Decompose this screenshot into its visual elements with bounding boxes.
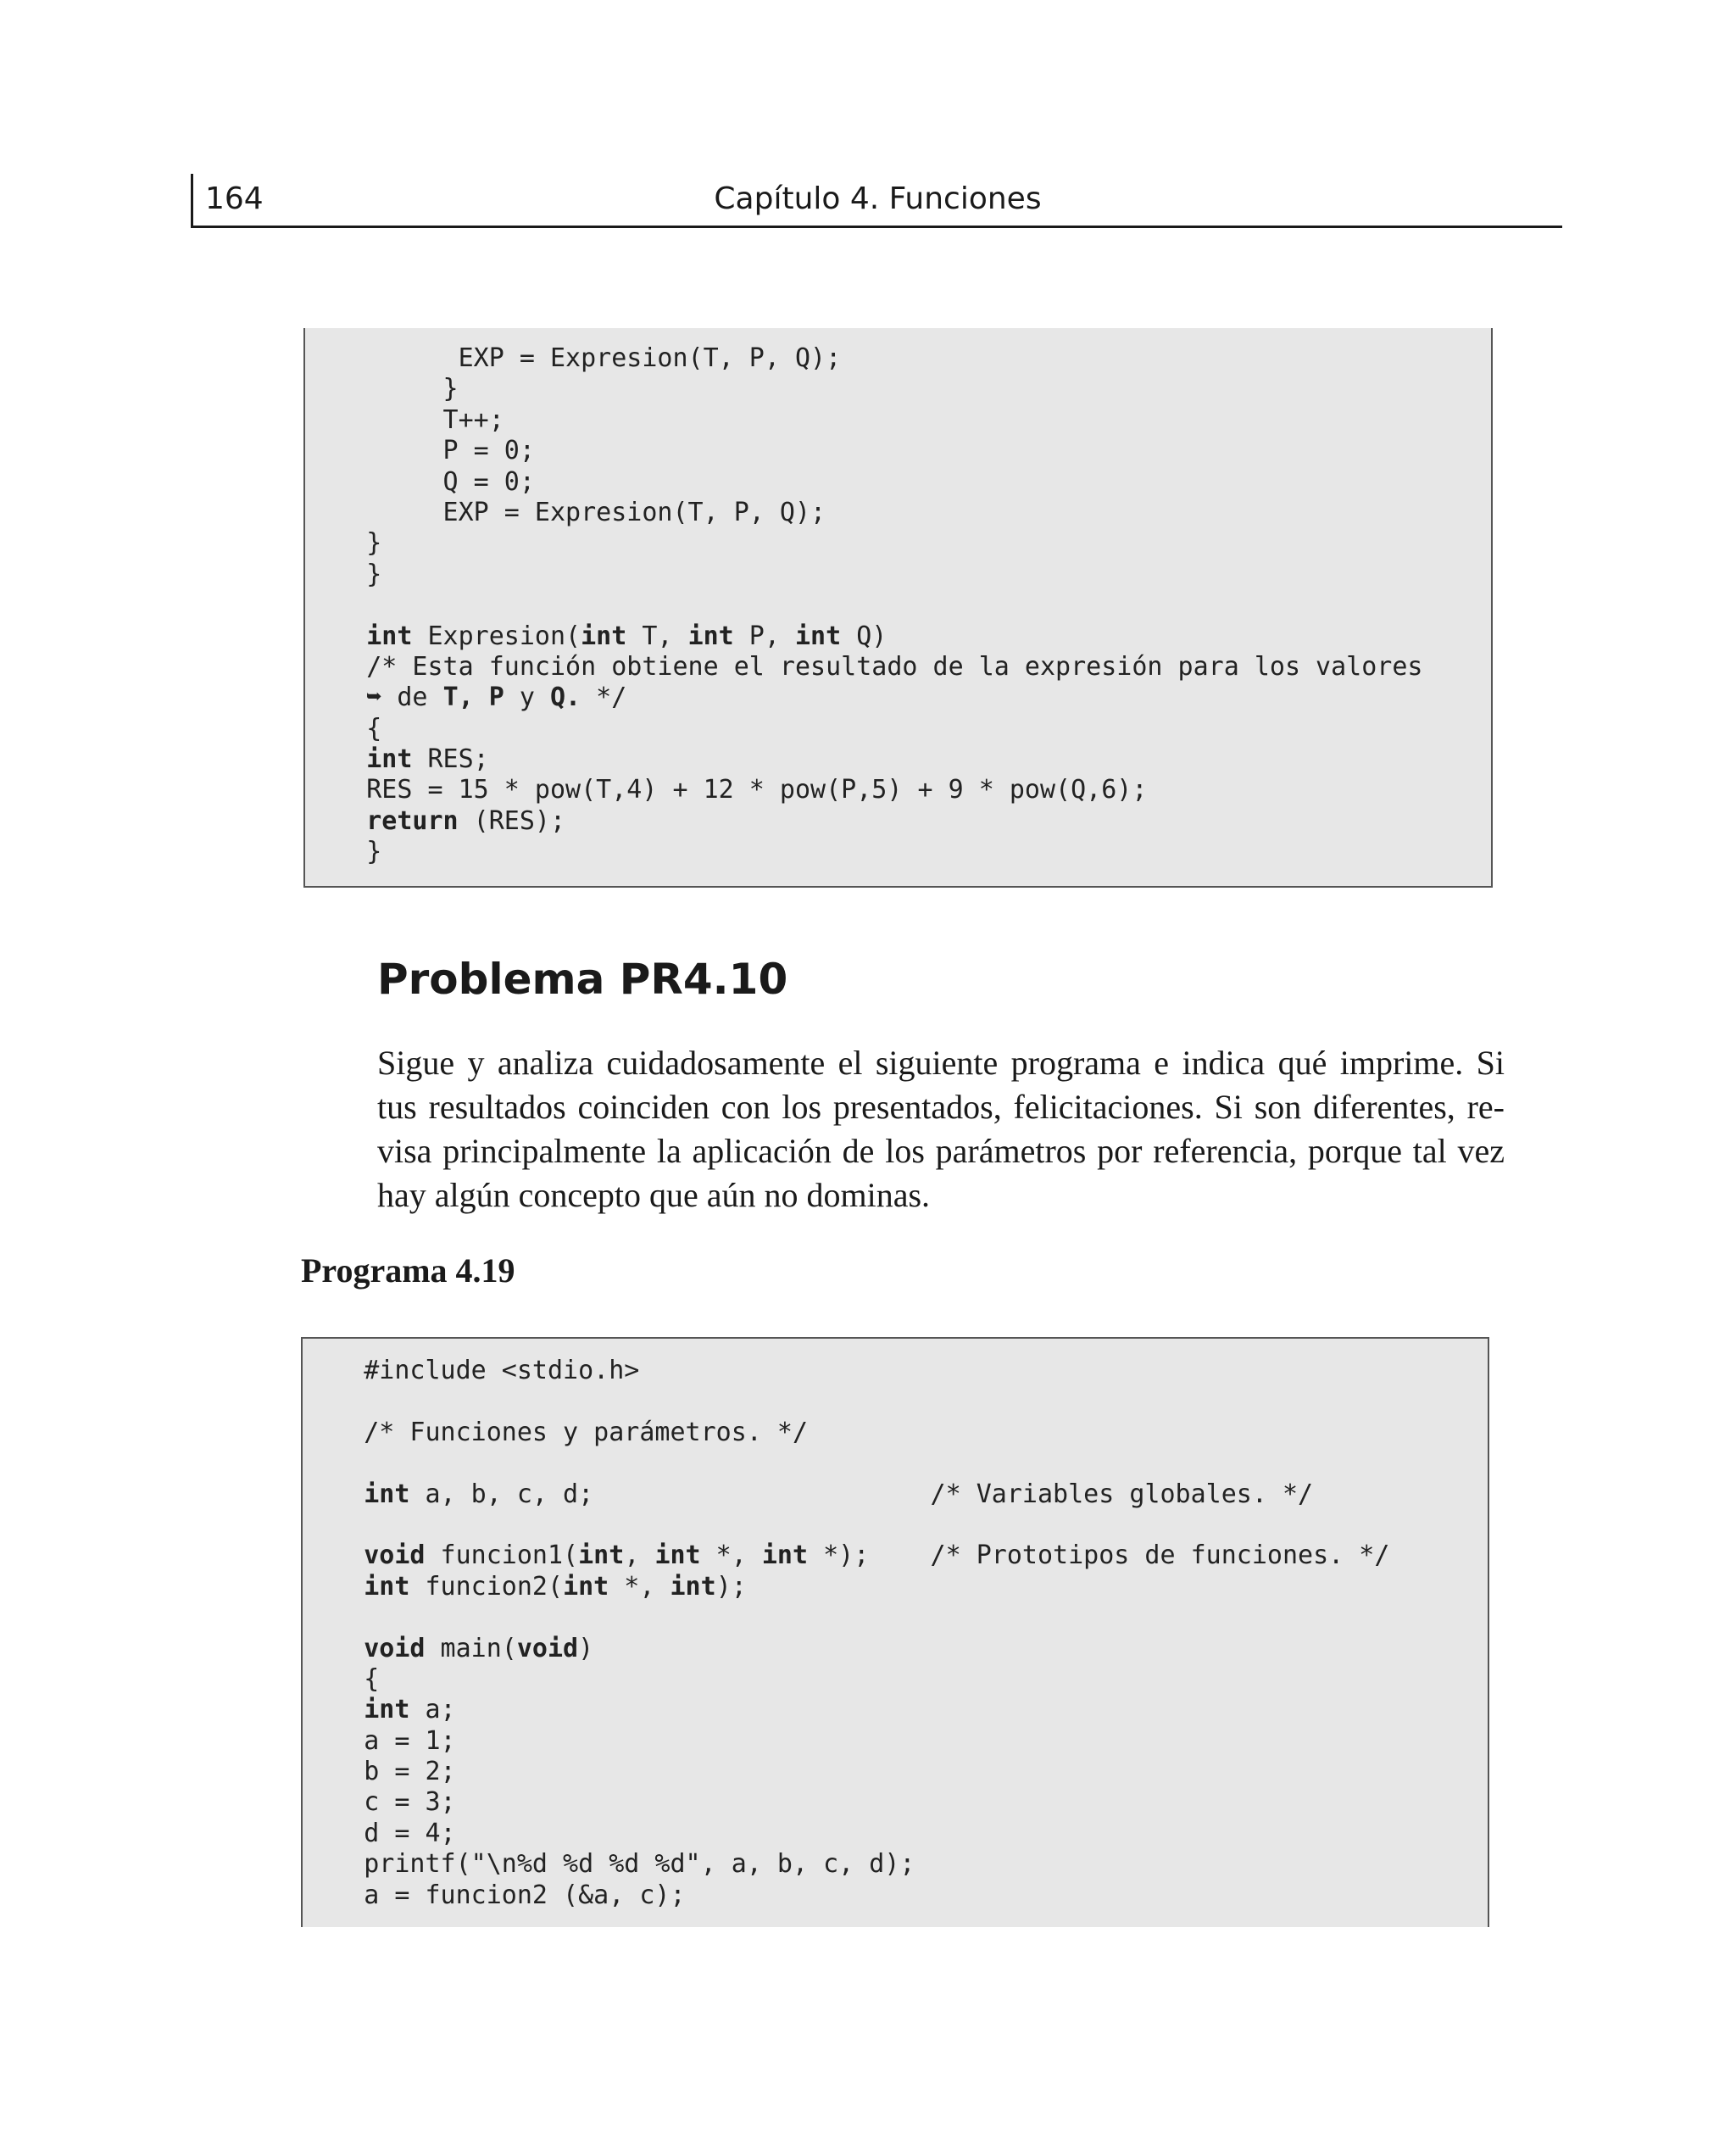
code-line <box>303 1448 1389 1479</box>
code-block-program-4-19 <box>301 1337 1489 1927</box>
code-line <box>303 1726 1389 1757</box>
code-line <box>305 806 1423 837</box>
code-text <box>303 1540 364 1570</box>
code-text <box>303 1634 364 1663</box>
body-line: visa principalmente la aplicación de los parámetros por referencia, porque tal vez <box>377 1132 1505 1170</box>
code-line <box>303 1849 1389 1880</box>
code-text: /* Esta función obtiene el resultado de la expresión para los valores <box>305 651 1423 682</box>
code-line <box>303 1757 1389 1787</box>
code-line <box>305 560 1423 590</box>
code-text: ); <box>715 1571 747 1602</box>
code-text: ) <box>578 1633 594 1663</box>
code-keyword: return <box>366 805 459 836</box>
code-text: #include <stdio.h> <box>303 1356 640 1385</box>
code-line <box>303 1479 1389 1510</box>
code-keyword: int <box>364 1479 410 1509</box>
code-line <box>303 1787 1389 1818</box>
code-line <box>305 714 1423 744</box>
code-line <box>305 775 1423 805</box>
code-lines <box>303 1356 1389 1911</box>
code-text: P, <box>733 621 795 651</box>
code-text: P = 0; <box>305 436 535 466</box>
code-line <box>303 1634 1389 1664</box>
code-line <box>305 436 1423 466</box>
code-text: main( <box>425 1633 517 1663</box>
code-text: } <box>305 559 382 589</box>
code-text: EXP = Expresion(T, P, Q); <box>305 497 826 527</box>
code-line <box>303 1356 1389 1386</box>
code-keyword: int <box>578 1540 625 1571</box>
code-text: *, <box>700 1540 762 1571</box>
code-text: y <box>504 682 550 713</box>
code-keyword: void <box>516 1633 579 1663</box>
code-text: *, <box>609 1571 670 1602</box>
code-line <box>305 744 1423 775</box>
code-text: funcion1( <box>425 1540 579 1571</box>
code-line <box>305 682 1423 713</box>
code-keyword: int <box>761 1540 809 1571</box>
code-text: , <box>624 1540 655 1571</box>
code-text: } <box>305 528 382 559</box>
code-text: a; <box>409 1695 456 1725</box>
code-text <box>303 1479 364 1509</box>
code-line <box>305 652 1423 682</box>
code-line <box>303 1819 1389 1849</box>
code-keyword: int <box>581 621 627 651</box>
code-text <box>303 1572 364 1602</box>
code-text: } <box>305 374 459 404</box>
code-text: a = 1; <box>303 1725 456 1756</box>
code-keyword: void <box>364 1540 426 1571</box>
code-text: } <box>305 837 382 867</box>
code-keyword: int <box>563 1571 609 1602</box>
code-line <box>303 1386 1389 1417</box>
code-keyword: int <box>364 1571 410 1602</box>
code-line <box>305 528 1423 559</box>
code-text: Q = 0; <box>305 466 535 497</box>
code-text: b = 2; <box>303 1757 456 1787</box>
code-text: ➥ de <box>305 682 443 713</box>
code-line <box>303 1418 1389 1448</box>
code-line <box>303 1572 1389 1602</box>
code-line <box>305 498 1423 528</box>
code-text: Expresion( <box>412 621 581 651</box>
body-line: Sigue y analiza cuidadosamente el siguiente programa e indica qué imprime. Si <box>377 1044 1505 1082</box>
code-text: { <box>303 1663 380 1694</box>
page-header <box>191 174 1562 228</box>
code-text: T, <box>626 621 688 651</box>
code-text: a, b, c, d; /* Variables globales. */ <box>409 1479 1314 1509</box>
code-line <box>305 590 1423 621</box>
code-keyword: Q. <box>550 682 581 713</box>
code-text <box>305 806 366 836</box>
problem-title: Problema PR4.10 <box>377 955 788 1004</box>
code-line <box>303 1510 1389 1540</box>
code-keyword: int <box>687 621 734 651</box>
code-keyword: int <box>795 621 842 651</box>
code-text <box>305 621 366 651</box>
code-text <box>303 1695 364 1724</box>
code-keyword: int <box>670 1571 716 1602</box>
running-head: Capítulo 4. Funciones <box>714 181 1042 216</box>
code-line <box>303 1880 1389 1911</box>
code-block-continued <box>303 328 1493 888</box>
code-text: { <box>305 713 382 744</box>
code-line <box>303 1695 1389 1725</box>
code-line <box>305 343 1423 374</box>
code-text: Q) <box>841 621 887 651</box>
code-line <box>303 1664 1389 1695</box>
code-text: a = funcion2 (&a, c); <box>303 1880 686 1910</box>
code-text: printf("\n%d %d %d %d", a, b, c, d); <box>303 1849 915 1880</box>
code-text: EXP = Expresion(T, P, Q); <box>305 343 842 373</box>
code-line <box>305 374 1423 404</box>
code-text: d = 4; <box>303 1818 456 1848</box>
code-keyword: int <box>654 1540 701 1571</box>
code-line <box>305 837 1423 867</box>
page-number: 164 <box>205 181 264 216</box>
code-text: *); /* Prototipos de funciones. */ <box>808 1540 1390 1571</box>
code-text: funcion2( <box>409 1571 564 1602</box>
program-label: Programa 4.19 <box>301 1251 515 1290</box>
code-text <box>305 744 366 774</box>
code-line <box>303 1602 1389 1633</box>
body-line: tus resultados coinciden con los presentados, felicitaciones. Si son diferentes, re- <box>377 1088 1505 1126</box>
code-text: RES = 15 * pow(T,4) + 12 * pow(P,5) + 9 * pow(Q,6); <box>305 775 1148 805</box>
code-keyword: int <box>366 744 413 775</box>
code-line <box>303 1540 1389 1571</box>
body-line: hay algún concepto que aún no dominas. <box>377 1176 931 1214</box>
code-line <box>305 621 1423 652</box>
code-lines <box>305 343 1423 868</box>
problem-statement <box>377 1041 1505 1217</box>
code-keyword: void <box>364 1633 426 1663</box>
code-text: T++; <box>305 404 504 435</box>
code-line <box>305 467 1423 498</box>
code-line <box>305 405 1423 436</box>
code-keyword: T, P <box>442 682 504 713</box>
code-text: */ <box>581 682 627 713</box>
code-text: /* Funciones y parámetros. */ <box>303 1417 809 1447</box>
code-keyword: int <box>366 621 413 651</box>
code-text: c = 3; <box>303 1787 456 1818</box>
code-text: (RES); <box>458 805 566 836</box>
code-text: RES; <box>412 744 489 775</box>
code-keyword: int <box>364 1695 410 1725</box>
